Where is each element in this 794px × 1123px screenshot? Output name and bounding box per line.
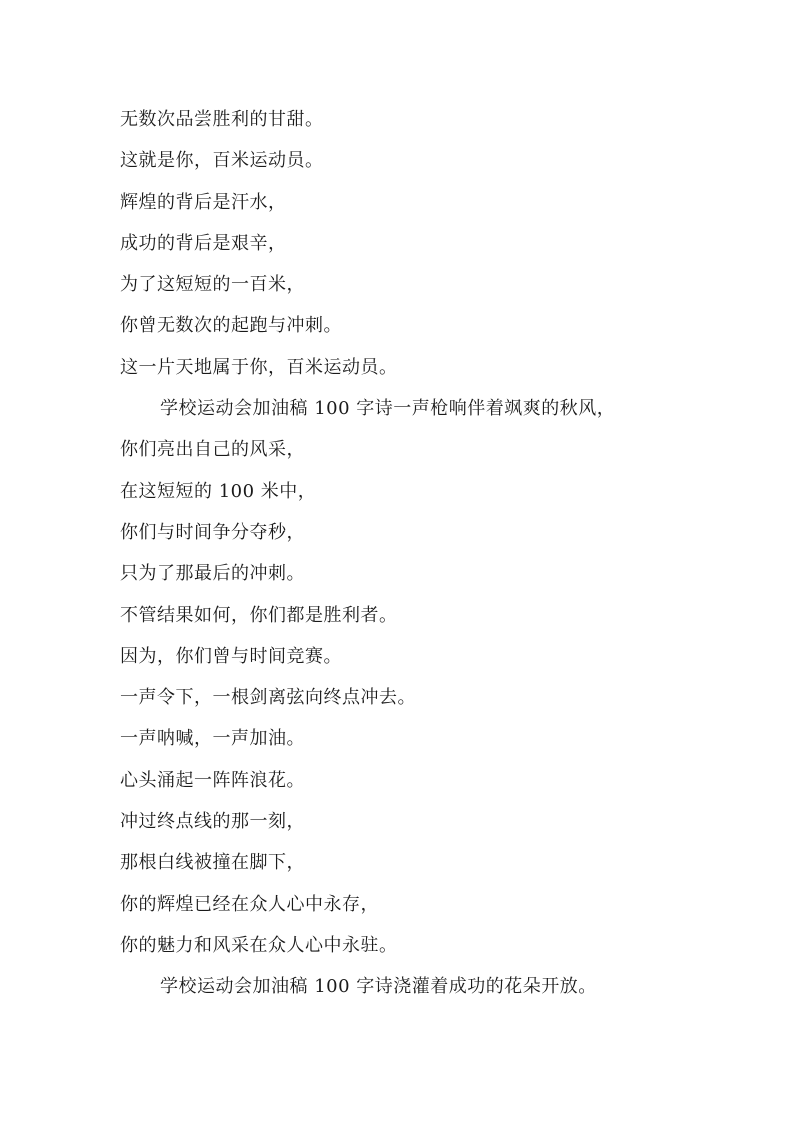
text-line: 不管结果如何，你们都是胜利者。 [120,604,398,626]
text-line: 辉煌的背后是汗水， [120,191,287,213]
paragraph-heading-line: 学校运动会加油稿 100 字诗浇灌着成功的花朵开放。 [160,976,597,998]
text-line: 成功的背后是艰辛， [120,232,287,254]
text-line: 在这短短的 100 米中， [120,480,317,502]
text-line: 那根白线被撞在脚下， [120,852,305,874]
text-line: 一声呐喊，一声加油。 [120,728,305,750]
text-line: 一声令下，一根剑离弦向终点冲去。 [120,687,416,709]
text-line: 冲过终点线的那一刻， [120,811,305,833]
text-line: 你的辉煌已经在众人心中永存， [120,893,379,915]
text-line: 你们与时间争分夺秒， [120,521,305,543]
text-line: 这一片天地属于你，百米运动员。 [120,356,398,378]
text-line: 无数次品尝胜利的甘甜。 [120,109,324,130]
text-line: 为了这短短的一百米， [120,274,305,296]
text-line: 心头涌起一阵阵浪花。 [120,769,305,791]
text-line: 你曾无数次的起跑与冲刺。 [120,315,342,337]
text-line: 这就是你，百米运动员。 [120,150,324,172]
text-line: 你们亮出自己的风采， [120,439,305,461]
paragraph-heading-line: 学校运动会加油稿 100 字诗一声枪响伴着飒爽的秋风， [160,398,616,420]
text-line: 你的魅力和风采在众人心中永驻。 [120,934,398,956]
text-line: 只为了那最后的冲刺。 [120,563,305,585]
text-line: 因为，你们曾与时间竞赛。 [120,645,342,667]
poem-text-block [120,99,680,1008]
